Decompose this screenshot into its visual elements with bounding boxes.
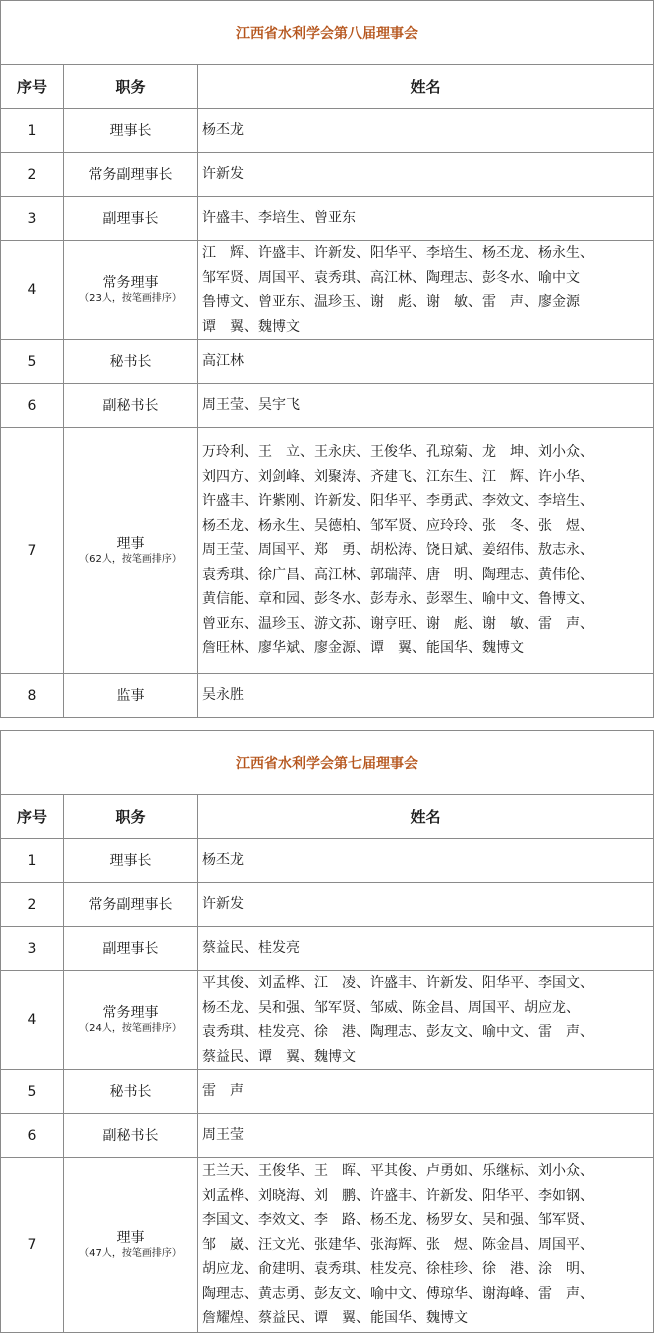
names-line: 黄信能、章和园、彭冬水、彭寿永、彭翠生、喻中文、鲁博文、 — [202, 591, 594, 608]
role-title: 常务副理事长 — [88, 896, 173, 913]
role-title: 理事长 — [109, 852, 152, 869]
row-number: 4 — [1, 241, 64, 340]
table-row — [1, 883, 654, 927]
names-line: 袁秀琪、桂发亮、徐 港、陶理志、彭友文、喻中文、雷 声、 — [202, 1024, 594, 1040]
role-cell — [64, 971, 198, 1070]
role-note: （24人，按笔画排序） — [79, 1023, 182, 1034]
table-row — [1, 839, 654, 883]
role-cell — [64, 109, 198, 153]
names-line: 许新发 — [202, 896, 244, 913]
names-line: 许盛丰、李培生、曾亚东 — [202, 210, 356, 227]
names-line: 高江林 — [202, 353, 244, 370]
row-number: 7 — [1, 1158, 64, 1333]
table-title: 江西省水利学会第八届理事会 — [1, 1, 654, 65]
role-title: 秘书长 — [109, 353, 152, 370]
role-cell — [64, 197, 198, 241]
role-note: （47人，按笔画排序） — [79, 1248, 182, 1259]
names-cell — [198, 1070, 654, 1114]
table-title: 江西省水利学会第七届理事会 — [1, 731, 654, 795]
names-cell — [198, 674, 654, 718]
names-cell — [198, 839, 654, 883]
names-line: 平其俊、刘孟桦、江 凌、许盛丰、许新发、阳华平、李国文、 — [202, 975, 594, 991]
names-line: 谭 翼、魏博文 — [202, 318, 300, 335]
row-number: 3 — [1, 197, 64, 241]
row-number: 1 — [1, 109, 64, 153]
table-row — [1, 971, 654, 1070]
names-line: 曾亚东、温珍玉、游文荪、谢亨旺、谢 彪、谢 敏、雷 声、 — [202, 615, 594, 632]
table-row — [1, 153, 654, 197]
row-number: 8 — [1, 674, 64, 718]
table-title-row — [1, 1, 654, 65]
names-line: 刘孟桦、刘晓海、刘 鹏、许盛丰、许新发、阳华平、李如钢、 — [202, 1187, 594, 1204]
role-cell — [64, 674, 198, 718]
names-line: 周王莹、吴宇飞 — [202, 397, 300, 414]
role-cell — [64, 384, 198, 428]
row-number: 4 — [1, 971, 64, 1070]
table-row — [1, 109, 654, 153]
names-line: 袁秀琪、徐广昌、高江林、郭瑞萍、唐 明、陶理志、黄伟伦、 — [202, 566, 594, 583]
row-number: 5 — [1, 1070, 64, 1114]
names-line: 许盛丰、许紫刚、许新发、阳华平、李勇武、李效文、李培生、 — [202, 493, 594, 510]
column-header-role: 职务 — [64, 65, 198, 109]
names-line: 万玲利、王 立、王永庆、王俊华、孔琼菊、龙 坤、刘小众、 — [202, 444, 594, 461]
names-line: 刘四方、刘剑峰、刘聚涛、齐建飞、江东生、江 辉、许小华、 — [202, 468, 594, 485]
names-line: 陶理志、黄志勇、彭友文、喻中文、傅琼华、谢海峰、雷 声、 — [202, 1285, 594, 1302]
column-header-names: 姓名 — [198, 795, 654, 839]
role-cell — [64, 927, 198, 971]
table-title-row — [1, 731, 654, 795]
row-number: 7 — [1, 428, 64, 674]
role-cell — [64, 241, 198, 340]
names-line: 蔡益民、桂发亮 — [202, 940, 300, 957]
names-line: 杨丕龙 — [202, 122, 244, 139]
names-cell — [198, 153, 654, 197]
column-header-no: 序号 — [1, 795, 64, 839]
table-row — [1, 340, 654, 384]
names-line: 詹旺林、廖华斌、廖金源、谭 翼、能国华、魏博文 — [202, 640, 524, 657]
names-line: 蔡益民、谭 翼、魏博文 — [202, 1048, 356, 1065]
names-cell — [198, 197, 654, 241]
role-title: 常务理事 — [102, 275, 159, 291]
role-cell — [64, 1070, 198, 1114]
column-header-names: 姓名 — [198, 65, 654, 109]
table-header-row — [1, 65, 654, 109]
names-cell — [198, 971, 654, 1070]
role-cell — [64, 340, 198, 384]
table-row — [1, 1114, 654, 1158]
names-cell — [198, 1114, 654, 1158]
table-row — [1, 927, 654, 971]
names-line: 许新发 — [202, 166, 244, 183]
names-line: 周王莹、周国平、郑 勇、胡松涛、饶日斌、姜绍伟、敖志永、 — [202, 542, 594, 559]
role-title: 常务理事 — [102, 1005, 159, 1021]
role-cell — [64, 428, 198, 674]
column-header-no: 序号 — [1, 65, 64, 109]
row-number: 5 — [1, 340, 64, 384]
names-cell — [198, 340, 654, 384]
role-cell — [64, 1114, 198, 1158]
row-number: 2 — [1, 883, 64, 927]
names-cell — [198, 241, 654, 340]
row-number: 1 — [1, 839, 64, 883]
table-row — [1, 384, 654, 428]
role-title: 秘书长 — [109, 1083, 152, 1100]
names-line: 吴永胜 — [202, 687, 244, 704]
names-line: 胡应龙、俞建明、袁秀琪、桂发亮、徐桂珍、徐 港、涂 明、 — [202, 1261, 594, 1278]
role-cell — [64, 883, 198, 927]
role-title: 副理事长 — [102, 940, 159, 957]
role-note: （23人，按笔画排序） — [79, 293, 182, 304]
names-cell — [198, 384, 654, 428]
table-row — [1, 197, 654, 241]
row-number: 6 — [1, 384, 64, 428]
role-title: 理事长 — [109, 122, 152, 139]
table-row — [1, 428, 654, 674]
names-line: 周王莹 — [202, 1127, 244, 1144]
role-title: 监事 — [116, 687, 145, 704]
names-line: 雷 声 — [202, 1083, 244, 1100]
table-row — [1, 1158, 654, 1333]
column-header-role: 职务 — [64, 795, 198, 839]
names-line: 鲁博文、曾亚东、温珍玉、谢 彪、谢 敏、雷 声、廖金源 — [202, 294, 580, 310]
names-line: 杨丕龙、吴和强、邹军贤、邹威、陈金昌、周国平、胡应龙、 — [202, 999, 580, 1016]
table-row — [1, 241, 654, 340]
names-cell — [198, 428, 654, 674]
table-header-row — [1, 795, 654, 839]
names-line: 杨丕龙、杨永生、吴德柏、邹军贤、应玲玲、张 冬、张 煜、 — [202, 517, 594, 534]
row-number: 3 — [1, 927, 64, 971]
table-row — [1, 1070, 654, 1114]
names-cell — [198, 883, 654, 927]
council-table — [0, 730, 654, 1333]
names-line: 詹耀煌、蔡益民、谭 翼、能国华、魏博文 — [202, 1310, 468, 1327]
names-line: 李国文、李效文、李 路、杨丕龙、杨罗女、吴和强、邹军贤、 — [202, 1212, 594, 1229]
names-line: 王兰天、王俊华、王 晖、平其俊、卢勇如、乐继标、刘小众、 — [202, 1163, 594, 1180]
role-title: 副秘书长 — [102, 397, 159, 414]
names-line: 邹军贤、周国平、袁秀琪、高江林、陶理志、彭冬水、喻中文 — [202, 269, 580, 286]
names-line: 邹 崴、汪文光、张建华、张海辉、张 煜、陈金昌、周国平、 — [202, 1236, 594, 1253]
role-cell — [64, 1158, 198, 1333]
role-cell — [64, 153, 198, 197]
table-row — [1, 674, 654, 718]
role-title: 常务副理事长 — [88, 166, 173, 183]
role-title: 副理事长 — [102, 210, 159, 227]
names-cell — [198, 109, 654, 153]
role-title: 理事 — [116, 1230, 145, 1246]
role-title: 副秘书长 — [102, 1127, 159, 1144]
names-cell — [198, 927, 654, 971]
row-number: 2 — [1, 153, 64, 197]
row-number: 6 — [1, 1114, 64, 1158]
role-title: 理事 — [116, 535, 145, 552]
role-cell — [64, 839, 198, 883]
role-note: （62人，按笔画排序） — [79, 553, 182, 565]
names-cell — [198, 1158, 654, 1333]
names-line: 杨丕龙 — [202, 852, 244, 869]
names-line: 江 辉、许盛丰、许新发、阳华平、李培生、杨丕龙、杨永生、 — [202, 245, 594, 261]
